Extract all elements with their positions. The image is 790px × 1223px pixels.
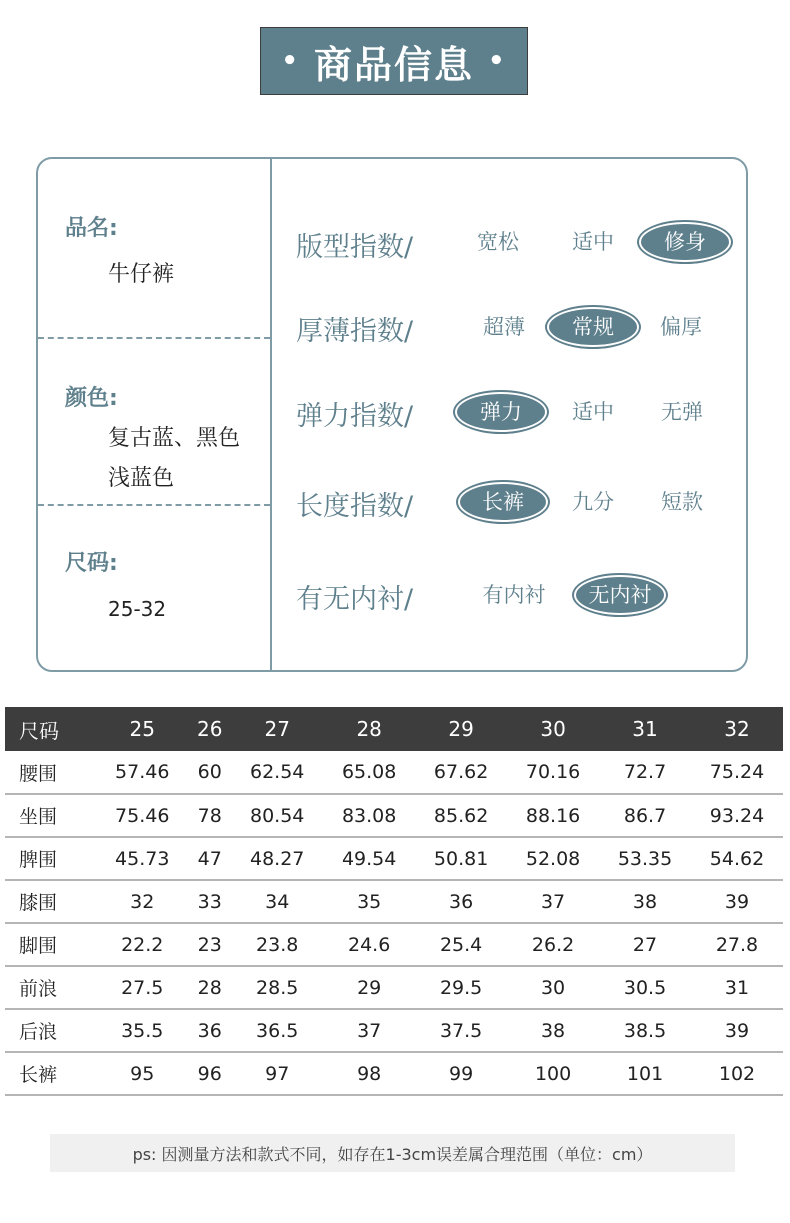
header-cell: 31 xyxy=(599,707,691,751)
row-label-cell: 后浪 xyxy=(5,1009,96,1052)
table-row xyxy=(5,880,783,923)
row-label-cell: 坐围 xyxy=(5,794,96,837)
option-no-lining-selected: 无内衬 xyxy=(576,577,664,613)
table-cell: 49.54 xyxy=(323,837,415,880)
table-cell: 53.35 xyxy=(599,837,691,880)
measurement-note: ps: 因测量方法和款式不同，如存在1-3cm误差属合理范围（单位：cm） xyxy=(50,1134,735,1172)
table-cell: 36.5 xyxy=(231,1009,323,1052)
table-cell: 83.08 xyxy=(323,794,415,837)
table-cell: 29 xyxy=(323,966,415,1009)
table-cell: 50.81 xyxy=(415,837,507,880)
table-cell: 45.73 xyxy=(96,837,188,880)
option-short: 短款 xyxy=(661,490,703,514)
table-cell: 27 xyxy=(599,923,691,966)
table-row xyxy=(5,1009,783,1052)
option-with-lining: 有内衬 xyxy=(482,583,546,607)
table-cell: 80.54 xyxy=(231,794,323,837)
page-title-box xyxy=(260,27,528,95)
table-cell: 29.5 xyxy=(415,966,507,1009)
option-long-pants-selected: 长裤 xyxy=(460,484,546,520)
table-cell: 60 xyxy=(188,751,231,794)
header-cell: 尺码 xyxy=(5,707,96,751)
table-cell: 54.62 xyxy=(691,837,783,880)
option-thick: 偏厚 xyxy=(660,315,702,339)
header-cell: 30 xyxy=(507,707,599,751)
table-cell: 100 xyxy=(507,1052,599,1095)
table-cell: 88.16 xyxy=(507,794,599,837)
index-title-fit: 版型指数/ xyxy=(296,232,414,263)
index-title-thickness: 厚薄指数/ xyxy=(296,316,414,347)
table-cell: 85.62 xyxy=(415,794,507,837)
dashed-divider-2 xyxy=(38,504,270,506)
table-cell: 70.16 xyxy=(507,751,599,794)
size-value: 25-32 xyxy=(108,597,167,621)
option-medium-stretch: 适中 xyxy=(572,400,614,424)
dashed-divider-1 xyxy=(38,337,270,339)
option-normal-selected: 常规 xyxy=(549,309,637,345)
page-title: 商品信息 xyxy=(313,42,474,87)
table-cell: 36 xyxy=(415,880,507,923)
table-row xyxy=(5,837,783,880)
table-cell: 39 xyxy=(691,880,783,923)
table-cell: 62.54 xyxy=(231,751,323,794)
table-cell: 72.7 xyxy=(599,751,691,794)
table-cell: 27.5 xyxy=(96,966,188,1009)
table-cell: 97 xyxy=(231,1052,323,1095)
index-title-lining: 有无内衬/ xyxy=(296,584,414,615)
row-label-cell: 脚围 xyxy=(5,923,96,966)
table-cell: 30 xyxy=(507,966,599,1009)
color-value-1: 复古蓝、黑色 xyxy=(108,426,241,451)
size-chart-header-row xyxy=(5,707,783,751)
row-label-cell: 前浪 xyxy=(5,966,96,1009)
table-cell: 102 xyxy=(691,1052,783,1095)
table-cell: 23.8 xyxy=(231,923,323,966)
table-cell: 31 xyxy=(691,966,783,1009)
option-stretch-selected: 弹力 xyxy=(457,394,545,430)
table-row xyxy=(5,923,783,966)
option-ninth-length: 九分 xyxy=(572,490,614,514)
table-cell: 32 xyxy=(96,880,188,923)
table-row xyxy=(5,966,783,1009)
table-cell: 38 xyxy=(599,880,691,923)
table-row xyxy=(5,751,783,794)
card-divider xyxy=(270,159,272,670)
table-cell: 37 xyxy=(323,1009,415,1052)
table-cell: 26.2 xyxy=(507,923,599,966)
name-value: 牛仔裤 xyxy=(108,262,175,287)
name-label: 品名: xyxy=(65,216,118,241)
title-dot-right: • xyxy=(488,46,507,76)
header-cell: 25 xyxy=(96,707,188,751)
table-cell: 38.5 xyxy=(599,1009,691,1052)
table-cell: 39 xyxy=(691,1009,783,1052)
option-loose: 宽松 xyxy=(477,230,519,254)
product-info-card xyxy=(36,157,748,672)
title-dot-left: • xyxy=(281,46,300,76)
table-cell: 78 xyxy=(188,794,231,837)
header-cell: 32 xyxy=(691,707,783,751)
row-label-cell: 膝围 xyxy=(5,880,96,923)
table-cell: 48.27 xyxy=(231,837,323,880)
table-cell: 75.24 xyxy=(691,751,783,794)
table-cell: 99 xyxy=(415,1052,507,1095)
option-ultra-thin: 超薄 xyxy=(483,315,525,339)
table-cell: 27.8 xyxy=(691,923,783,966)
table-cell: 95 xyxy=(96,1052,188,1095)
color-label: 颜色: xyxy=(65,386,118,411)
row-label-cell: 脾围 xyxy=(5,837,96,880)
index-title-elasticity: 弹力指数/ xyxy=(296,401,414,432)
header-cell: 27 xyxy=(231,707,323,751)
table-cell: 86.7 xyxy=(599,794,691,837)
table-cell: 65.08 xyxy=(323,751,415,794)
table-cell: 28.5 xyxy=(231,966,323,1009)
color-value-2: 浅蓝色 xyxy=(108,466,175,491)
table-cell: 52.08 xyxy=(507,837,599,880)
table-cell: 38 xyxy=(507,1009,599,1052)
table-cell: 93.24 xyxy=(691,794,783,837)
table-cell: 37.5 xyxy=(415,1009,507,1052)
row-label-cell: 腰围 xyxy=(5,751,96,794)
table-cell: 98 xyxy=(323,1052,415,1095)
header-cell: 26 xyxy=(188,707,231,751)
table-cell: 47 xyxy=(188,837,231,880)
header-cell: 29 xyxy=(415,707,507,751)
index-title-length: 长度指数/ xyxy=(296,491,414,522)
size-label: 尺码: xyxy=(65,551,118,576)
table-cell: 34 xyxy=(231,880,323,923)
table-cell: 30.5 xyxy=(599,966,691,1009)
table-cell: 96 xyxy=(188,1052,231,1095)
header-cell: 28 xyxy=(323,707,415,751)
option-regular-fit: 适中 xyxy=(572,230,614,254)
row-label-cell: 长裤 xyxy=(5,1052,96,1095)
table-cell: 35.5 xyxy=(96,1009,188,1052)
table-cell: 36 xyxy=(188,1009,231,1052)
table-row xyxy=(5,794,783,837)
table-cell: 25.4 xyxy=(415,923,507,966)
option-slim-selected: 修身 xyxy=(641,224,729,260)
table-cell: 75.46 xyxy=(96,794,188,837)
size-chart-table xyxy=(5,707,783,1096)
table-cell: 101 xyxy=(599,1052,691,1095)
table-cell: 28 xyxy=(188,966,231,1009)
table-cell: 23 xyxy=(188,923,231,966)
option-no-stretch: 无弹 xyxy=(661,400,703,424)
table-cell: 22.2 xyxy=(96,923,188,966)
table-cell: 33 xyxy=(188,880,231,923)
table-row xyxy=(5,1052,783,1095)
table-cell: 35 xyxy=(323,880,415,923)
table-cell: 67.62 xyxy=(415,751,507,794)
table-cell: 57.46 xyxy=(96,751,188,794)
table-cell: 37 xyxy=(507,880,599,923)
table-cell: 24.6 xyxy=(323,923,415,966)
